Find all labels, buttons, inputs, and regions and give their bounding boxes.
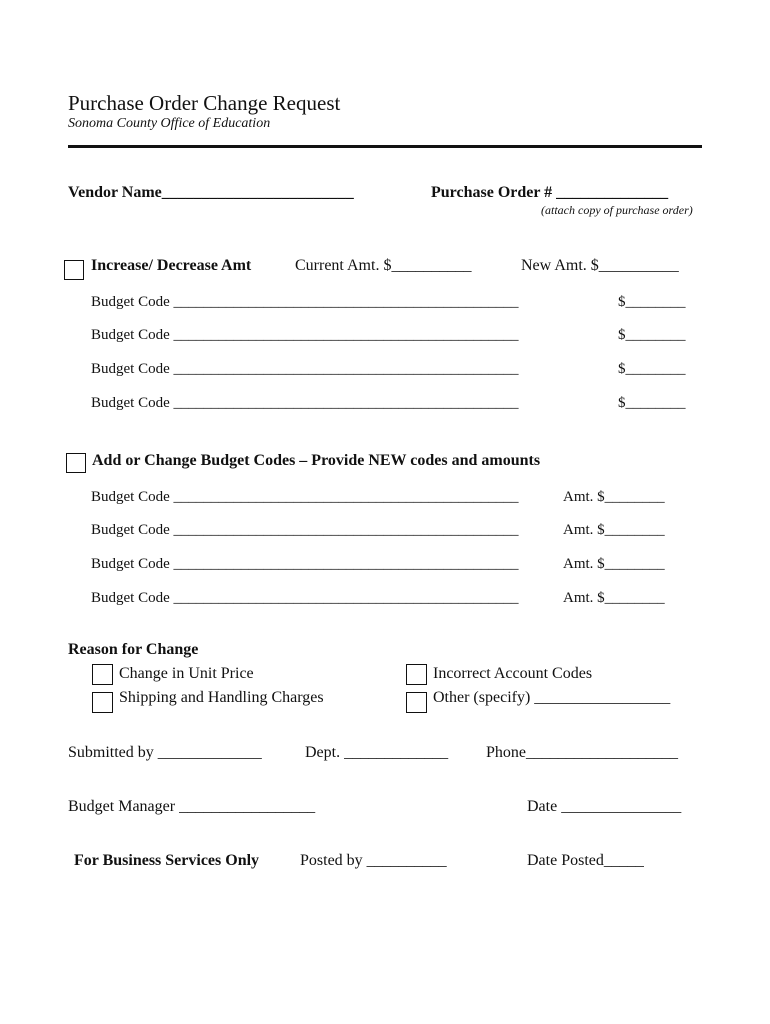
reason-shipping-checkbox[interactable] — [92, 692, 113, 713]
reason-unit-price-label: Change in Unit Price — [119, 665, 254, 682]
header-divider — [68, 145, 702, 148]
reason-account-codes-label: Incorrect Account Codes — [433, 665, 593, 682]
vendor-name-field[interactable]: Vendor Name________________________ — [68, 184, 354, 201]
increase-decrease-checkbox[interactable] — [64, 260, 84, 280]
dept-field[interactable]: Dept. _____________ — [305, 744, 449, 761]
new-budget-code-4[interactable]: Budget Code ______________________________________________ — [91, 590, 519, 606]
current-amount-field[interactable]: Current Amt. $__________ — [295, 257, 472, 274]
add-change-budget-codes-label: Add or Change Budget Codes – Provide NEW codes and amounts — [92, 452, 541, 469]
reason-account-codes-checkbox[interactable] — [406, 664, 427, 685]
new-budget-amount-2[interactable]: Amt. $________ — [563, 522, 665, 538]
add-change-budget-codes-checkbox[interactable] — [66, 453, 86, 473]
reason-heading: Reason for Change — [68, 641, 199, 658]
new-budget-code-3[interactable]: Budget Code ______________________________________________ — [91, 556, 519, 572]
purchase-order-number-field[interactable]: Purchase Order # ______________ — [431, 184, 669, 201]
budget-manager-field[interactable]: Budget Manager _________________ — [68, 798, 316, 815]
date-posted-field[interactable]: Date Posted_____ — [527, 852, 644, 869]
po-attach-note: (attach copy of purchase order) — [541, 203, 693, 217]
increase-decrease-label: Increase/ Decrease Amt — [91, 257, 252, 274]
increase-budget-code-2[interactable]: Budget Code ______________________________________________ — [91, 327, 519, 343]
posted-by-field[interactable]: Posted by __________ — [300, 852, 447, 869]
new-amount-field[interactable]: New Amt. $__________ — [521, 257, 679, 274]
business-services-only-label: For Business Services Only — [74, 852, 260, 869]
reason-other-field[interactable]: Other (specify) _________________ — [433, 689, 671, 706]
date-field[interactable]: Date _______________ — [527, 798, 682, 815]
new-budget-code-1[interactable]: Budget Code ______________________________________________ — [91, 489, 519, 505]
phone-field[interactable]: Phone___________________ — [486, 744, 678, 761]
new-budget-amount-3[interactable]: Amt. $________ — [563, 556, 665, 572]
reason-shipping-label: Shipping and Handling Charges — [119, 689, 324, 706]
increase-budget-amount-3[interactable]: $________ — [618, 361, 686, 377]
increase-budget-code-3[interactable]: Budget Code ______________________________________________ — [91, 361, 519, 377]
submitted-by-field[interactable]: Submitted by _____________ — [68, 744, 262, 761]
increase-budget-amount-4[interactable]: $________ — [618, 395, 686, 411]
increase-budget-amount-2[interactable]: $________ — [618, 327, 686, 343]
new-budget-code-2[interactable]: Budget Code ______________________________________________ — [91, 522, 519, 538]
increase-budget-amount-1[interactable]: $________ — [618, 294, 686, 310]
increase-budget-code-4[interactable]: Budget Code ______________________________________________ — [91, 395, 519, 411]
increase-budget-code-1[interactable]: Budget Code ______________________________________________ — [91, 294, 519, 310]
organization-name: Sonoma County Office of Education — [68, 116, 271, 131]
reason-other-checkbox[interactable] — [406, 692, 427, 713]
new-budget-amount-4[interactable]: Amt. $________ — [563, 590, 665, 606]
reason-unit-price-checkbox[interactable] — [92, 664, 113, 685]
page-title: Purchase Order Change Request — [68, 91, 341, 115]
new-budget-amount-1[interactable]: Amt. $________ — [563, 489, 665, 505]
